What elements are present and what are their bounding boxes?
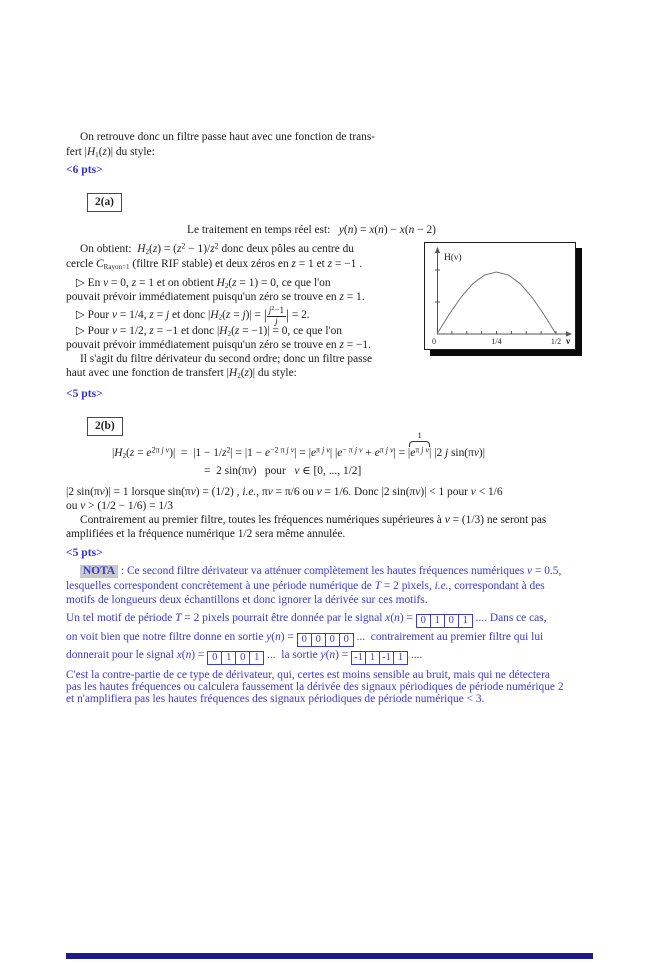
signal-cell: 0 bbox=[416, 614, 431, 628]
signal-x2-sequence bbox=[207, 651, 264, 665]
sec2a-para-line-8: Il s'agit du filtre dérivateur du second ordre; donc un filtre passe bbox=[80, 353, 373, 365]
signal-line-2 bbox=[66, 631, 543, 647]
signal-cell: 1 bbox=[365, 651, 380, 665]
sec2b-para-line-2: ou ν > (1/2 − 1/6) = 1/3 bbox=[66, 500, 173, 512]
hnu-plot bbox=[425, 243, 575, 349]
y-axis-arrow-icon bbox=[435, 247, 440, 253]
nota-badge: NOTA bbox=[80, 565, 118, 578]
points-marker-5pts-a: <5 pts> bbox=[66, 387, 103, 400]
signal-cell: 0 bbox=[311, 633, 326, 647]
sec2b-para-line-3: Contrairement au premier filtre, toutes les fréquences numériques supérieures à ν = (1/3) ne seront pas bbox=[80, 514, 547, 526]
closing-line-3: et n'amplifiera pas les hautes fréquences des signaux périodiques de période numérique < 3. bbox=[66, 693, 485, 705]
nota-line-3: motifs de longueurs deux échantillons et donc ignorer la dérivée sur ces motifs. bbox=[66, 594, 428, 606]
points-marker-6pts: <6 pts> bbox=[66, 163, 103, 176]
signal-line-2-text: on voit bien que notre filtre donne en sortie y(n) = bbox=[66, 631, 297, 643]
sec2a-para-line-6: ▷ Pour ν = 1/2, z = −1 et donc $|H_2(z = -1)| = 0$, ce que l'on bbox=[76, 325, 342, 338]
signal-cell: 0 bbox=[297, 633, 312, 647]
sec2b-para-line-4: amplifiées et la fréquence numérique 1/2 sera même annulée. bbox=[66, 528, 346, 540]
signal-cell: 1 bbox=[430, 614, 445, 628]
quarter-tick-label: 1/4 bbox=[491, 337, 502, 346]
section-box-2a: 2(a) bbox=[87, 193, 122, 212]
signal-cell: 0 bbox=[339, 633, 354, 647]
signal-line-2-tail: ... contrairement au premier filtre qui lui bbox=[353, 631, 544, 643]
overbrace-label: 1 bbox=[417, 430, 422, 440]
nota-line-1 bbox=[80, 565, 561, 578]
eq2b-post: |2 j sin(πν)| bbox=[431, 447, 485, 459]
signal-cell: 1 bbox=[458, 614, 473, 628]
hnu-curve bbox=[437, 272, 556, 334]
origin-tick-label: 0 bbox=[432, 337, 436, 346]
eq2b-pre: $|H_2(z = e^{2\pi j \nu})| = |1 - 1/z^2| = |1 - e^{-2 \pi j \nu}| = |e^{\pi j \nu}|$ $|e^{- \pi j \nu} + e^{\pi j \nu}|$ = bbox=[112, 445, 408, 460]
signal-cell: 0 bbox=[325, 633, 340, 647]
eq2b-braced: $|e^{\pi j \nu}|$ bbox=[407, 445, 432, 459]
points-marker-5pts-b: <5 pts> bbox=[66, 546, 103, 559]
signal-cell: 1 bbox=[221, 651, 236, 665]
signal-cell: 0 bbox=[207, 651, 222, 665]
sec2a-para-line-2: cercle $C_{Rayon=1}$ (filtre RIF stable) et deux zéros en z = 1 et z = −1 . bbox=[66, 258, 363, 271]
sec2a-para-line-5: ▷ Pour ν = 1/4, z = j et donc $|H_2(z = j)|$ = | $\frac{j^2-1}{j}$ | = 2. bbox=[76, 305, 310, 326]
sec2a-para-line-1: On obtient: $H_2(z) = (z^2 - 1)/z^2$ donc deux pôles au centre du bbox=[80, 241, 354, 256]
y-axis-label: H(ν) bbox=[444, 253, 462, 263]
signal-x1-sequence bbox=[416, 614, 473, 628]
eq2b-line-1 bbox=[112, 430, 485, 460]
nota-line-2: lesquelles correspondent concrètement à une période numérique de T = 2 pixels, i.e., correspondant à des bbox=[66, 580, 545, 592]
x-axis-label: ν bbox=[566, 336, 571, 346]
section-box-2b: 2(b) bbox=[87, 417, 123, 436]
transfer-function-figure bbox=[424, 242, 576, 350]
sec2a-para-line-9: haut avec une fonction de transfert $|H_2(z)|$ du style: bbox=[66, 367, 297, 380]
signal-cell: 0 bbox=[444, 614, 459, 628]
half-tick-label: 1/2 bbox=[550, 337, 562, 346]
intro-line-2: fert $|H_1(z)|$ du style: bbox=[66, 146, 155, 159]
realtime-equation: Le traitement en temps réel est: y(n) = x(n) − x(n − 2) bbox=[187, 224, 436, 236]
footer-bar bbox=[66, 953, 593, 959]
closing-line-2: pas les hautes fréquences ou calculera faussement la dérivée des signaux périodiques de période numérique 2 bbox=[66, 681, 564, 693]
overbrace-icon bbox=[409, 441, 430, 447]
signal-line-3 bbox=[66, 649, 422, 665]
eq2b-line-2: = 2 sin(πν) pour ν ∈ [0, ..., 1/2] bbox=[204, 465, 362, 477]
signal-line-3-mid: ... la sortie y(n) = bbox=[264, 649, 351, 661]
signal-line-3-tail: .... bbox=[408, 649, 423, 661]
overbrace-term bbox=[407, 430, 432, 460]
signal-line-1-tail: .... Dans ce cas, bbox=[472, 612, 547, 624]
signal-line-1-text: Un tel motif de période T = 2 pixels pourrait être donnée par le signal x(n) = bbox=[66, 612, 416, 624]
closing-line-1: C'est la contre-partie de ce type de dérivateur, qui, certes est moins sensible au bruit, mais qui ne détectera bbox=[66, 669, 550, 681]
signal-line-3-text: donnerait pour le signal x(n) = bbox=[66, 649, 208, 661]
signal-line-1 bbox=[66, 612, 546, 628]
signal-cell: 0 bbox=[235, 651, 250, 665]
sec2a-para-line-7: pouvait prévoir immédiatement puisqu'un zéro se trouve en z = −1. bbox=[66, 339, 371, 351]
sec2a-para-line-4: pouvait prévoir immédiatement puisqu'un zéro se trouve en z = 1. bbox=[66, 291, 365, 303]
signal-cell: -1 bbox=[351, 651, 366, 665]
intro-line-1: On retrouve donc un filtre passe haut avec une fonction de trans- bbox=[80, 131, 376, 143]
signal-y1-sequence bbox=[297, 633, 354, 647]
sec2b-para-line-1: |2 sin(πν)| = 1 lorsque sin(πν) = (1/2) , i.e., πν = π/6 ou ν = 1/6. Donc |2 sin(πν)| < 1 pour ν < 1/6 bbox=[66, 486, 503, 498]
nota-line-1-text: : Ce second filtre dérivateur va atténuer complètement les hautes fréquences numériques ν = 0.5, bbox=[118, 565, 562, 577]
signal-cell: 1 bbox=[393, 651, 408, 665]
signal-cell: 1 bbox=[249, 651, 264, 665]
signal-y2-sequence bbox=[351, 651, 408, 665]
sec2a-para-line-3: ▷ En ν = 0, z = 1 et on obtient $H_2(z = 1) = 0$, ce que l'on bbox=[76, 277, 331, 290]
signal-cell: -1 bbox=[379, 651, 394, 665]
